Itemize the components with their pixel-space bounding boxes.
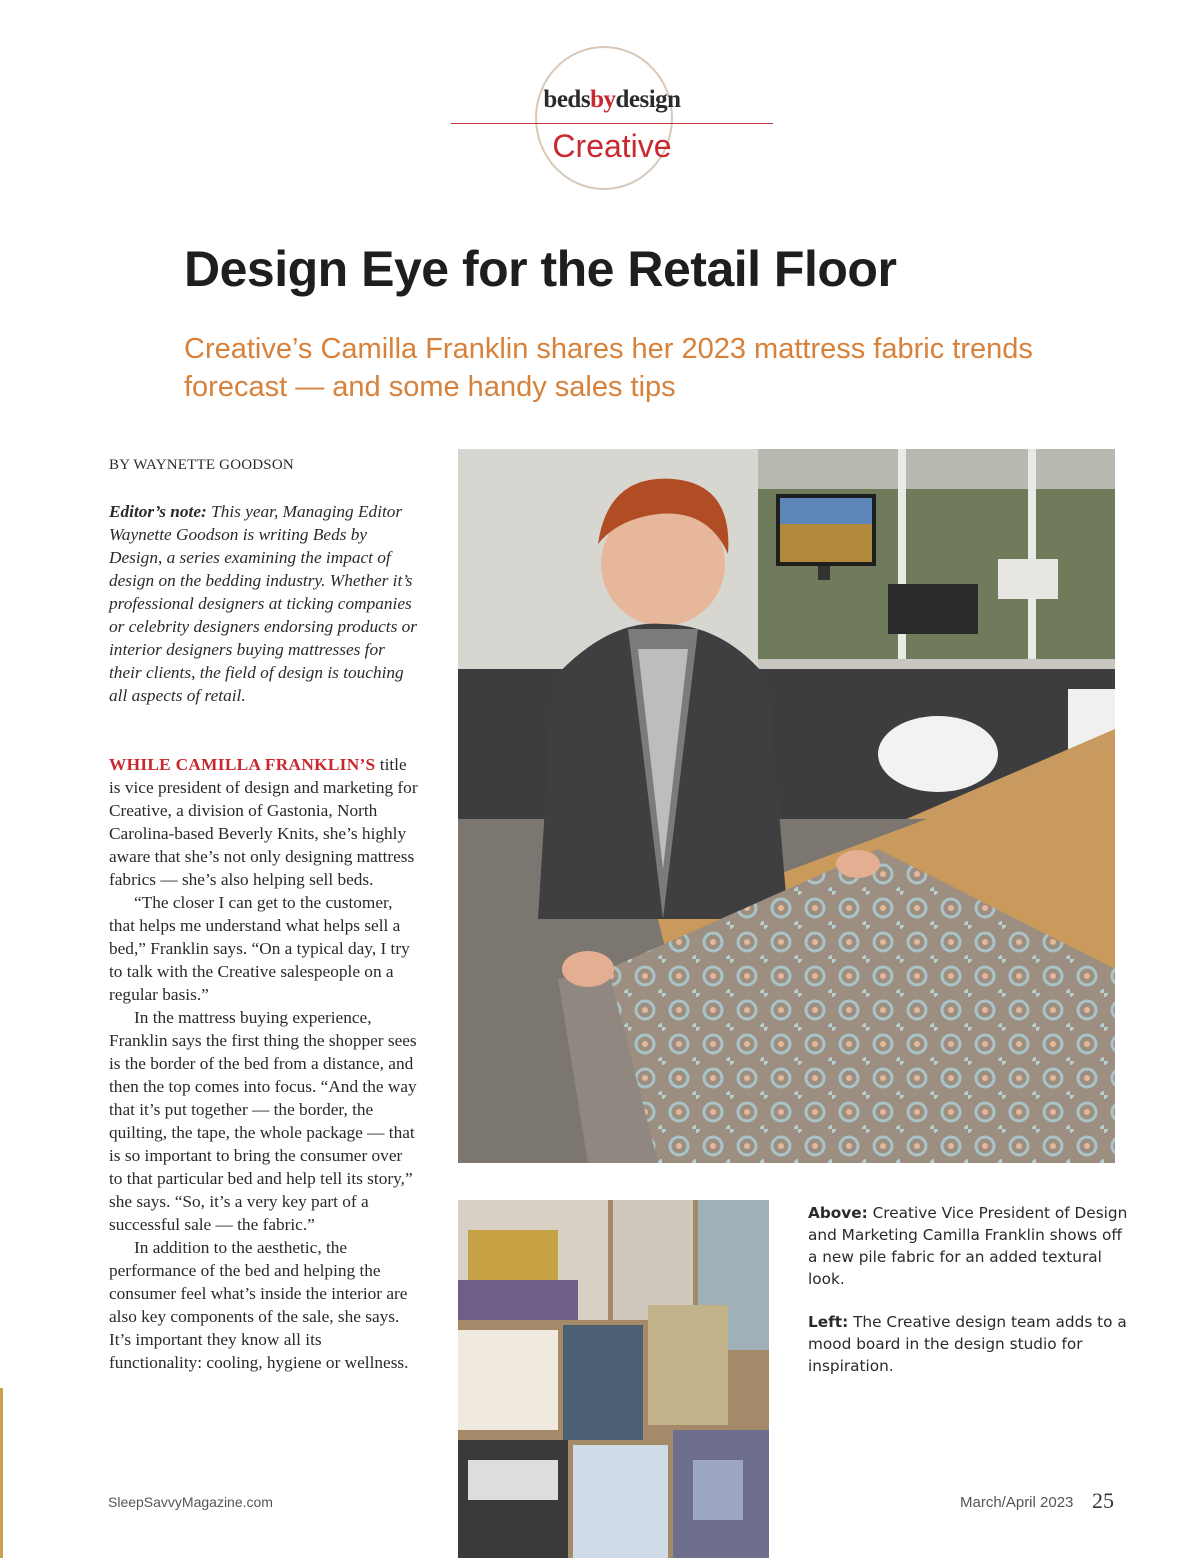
- article-headline: Design Eye for the Retail Floor: [184, 241, 897, 297]
- mood-board-illustration: [458, 1200, 769, 1558]
- byline: BY WAYNETTE GOODSON: [109, 457, 294, 473]
- section-logo: [451, 86, 773, 114]
- footer-site: SleepSavvyMagazine.com: [108, 1494, 273, 1510]
- main-photo: [458, 449, 1115, 1163]
- paragraph-3: In the mattress buying experience, Franklin says the first thing the shopper sees is the border of the bed from a distance, and then the top comes into focus. “And the way that it’s put together — the border, the quilting, the tape, the whole package — that is so important to bring the consumer over to that particular bed and help tell its story,” she says. “So, it’s a very key part of a successful sale — the fabric.”: [109, 1008, 417, 1234]
- editors-note: [109, 500, 419, 707]
- paragraph-1: [109, 753, 419, 891]
- caption-above-label: Above:: [808, 1204, 868, 1222]
- paragraph-4: In addition to the aesthetic, the performance of the bed and helping the consumer feel what’s inside the interior are also key components of the sale, she says. It’s important they know all its functionality: cooling, hygiene or wellness.: [109, 1238, 409, 1372]
- caption-left-text: The Creative design team adds to a mood board in the design studio for inspiration.: [808, 1313, 1127, 1375]
- footer-issue: March/April 2023: [960, 1494, 1074, 1511]
- paragraph-1-text: title is vice president of design and marketing for Creative, a division of Gastonia, North Carolina-based Beverly Knits, she’s highly aware that she’s not only designing mattress fabrics — she’s also helping sell beds.: [109, 755, 418, 889]
- caption-left: [808, 1311, 1128, 1377]
- editors-note-text: This year, Managing Editor Waynette Goodson is writing Beds by Design, a series examining the impact of design on the bedding industry. Whether it’s professional designers at ticking companies or celebrity designers endorsing products or interior designers buying mattresses for their clients, the field of design is touching all aspects of retail.: [109, 502, 417, 705]
- mood-board-photo: [458, 1200, 769, 1558]
- article-deck: Creative’s Camilla Franklin shares her 2023 mattress fabric trends forecast — and some handy sales tips: [184, 333, 1033, 403]
- caption-above-text: Creative Vice President of Design and Marketing Camilla Franklin shows off a new pile fabric for an added textural look.: [808, 1204, 1128, 1288]
- editors-note-label: Editor’s note:: [109, 502, 207, 521]
- logo-part-by: by: [590, 86, 616, 113]
- logo-circle: [535, 46, 673, 190]
- caption-above: [808, 1202, 1128, 1290]
- paragraph-2: “The closer I can get to the customer, that helps me understand what helps sell a bed,” Franklin says. “On a typical day, I try to talk with the Creative salespeople on a regular basis.”: [109, 893, 410, 1004]
- lead-in: WHILE CAMILLA FRANKLIN’S: [109, 755, 376, 774]
- office-photo-illustration: [458, 449, 1115, 1163]
- article-body: [109, 753, 419, 1374]
- page-edge-mark: [0, 1388, 3, 1558]
- section-name: Creative: [552, 128, 672, 164]
- logo-part-design: design: [615, 86, 681, 113]
- logo-divider: [451, 123, 773, 124]
- page-number: 25: [1092, 1488, 1114, 1513]
- logo-part-beds: beds: [543, 86, 591, 113]
- caption-left-label: Left:: [808, 1313, 849, 1331]
